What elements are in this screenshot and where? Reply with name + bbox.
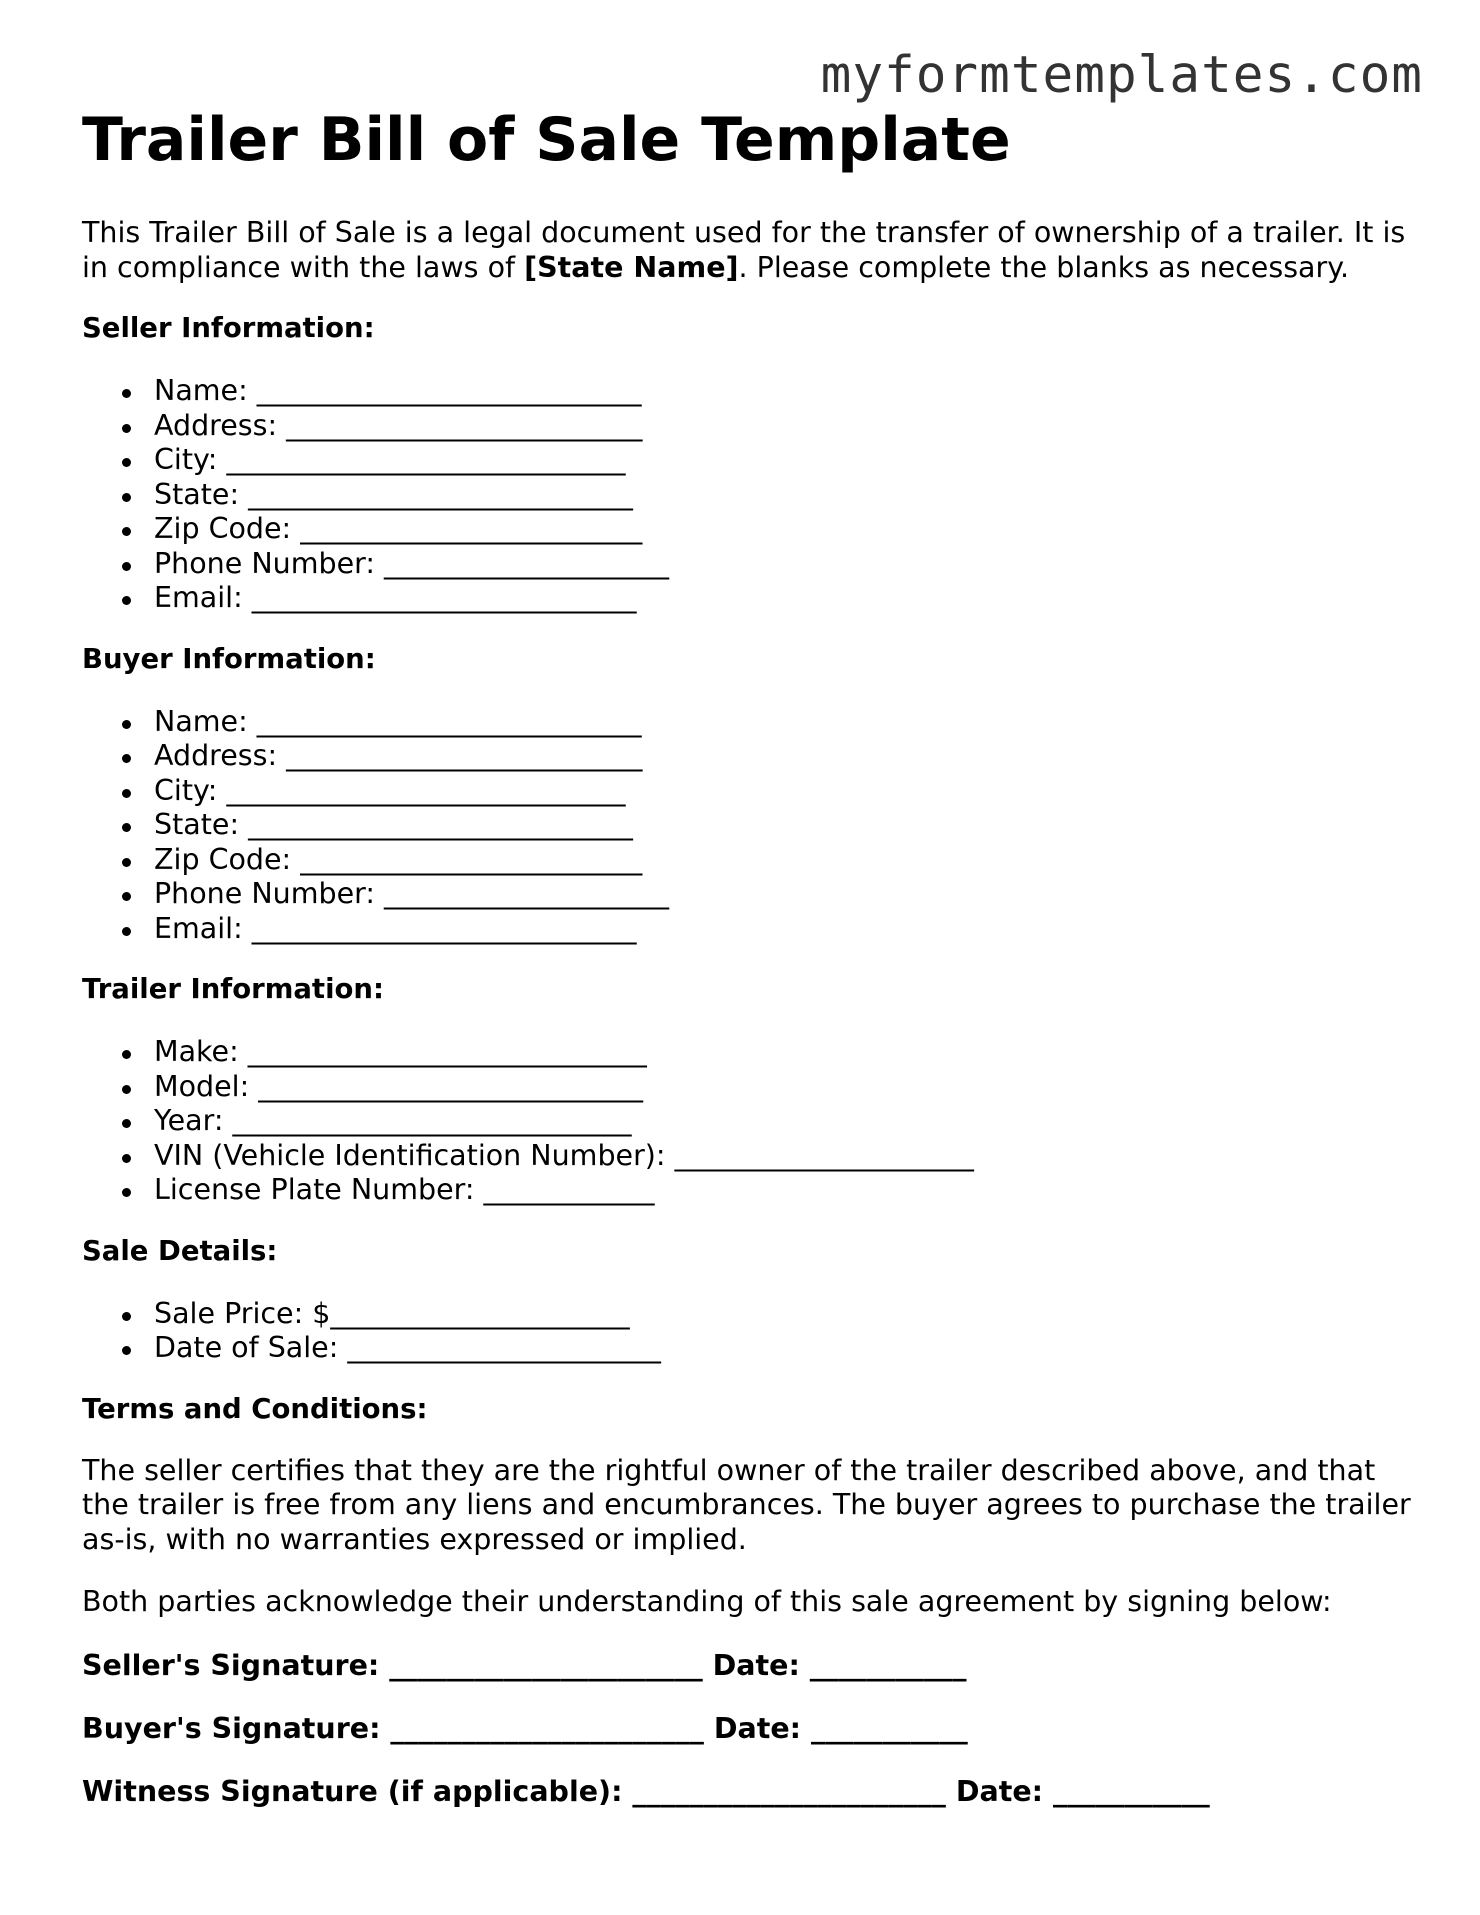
buyer-signature-line[interactable]: Buyer's Signature: ______________________ Date: ___________ xyxy=(82,1711,968,1745)
buyer-address-field[interactable]: Address: _________________________ xyxy=(122,739,1422,774)
bullet-icon xyxy=(122,858,131,867)
bullet-icon xyxy=(122,1346,131,1355)
intro-text-after: . Please complete the blanks as necessary. xyxy=(738,250,1350,284)
trailer-heading: Trailer Information: xyxy=(82,973,384,1005)
buyer-state-field[interactable]: State: ___________________________ xyxy=(122,808,1422,843)
intro-state-name: [State Name] xyxy=(524,250,739,284)
trailer-make-field[interactable]: Make: ____________________________ xyxy=(122,1035,1422,1070)
bullet-icon xyxy=(122,823,131,832)
seller-state-field[interactable]: State: ___________________________ xyxy=(122,478,1422,513)
seller-list xyxy=(82,374,1422,616)
bullet-icon xyxy=(122,789,131,798)
seller-address-field[interactable]: Address: _________________________ xyxy=(122,409,1422,444)
bullet-icon xyxy=(122,527,131,536)
sale-date-field[interactable]: Date of Sale: ______________________ xyxy=(122,1331,1422,1366)
intro-paragraph xyxy=(82,216,1422,285)
seller-city-field[interactable]: City: ____________________________ xyxy=(122,443,1422,478)
bullet-icon xyxy=(122,1085,131,1094)
bullet-icon xyxy=(122,720,131,729)
buyer-phone-field[interactable]: Phone Number: ____________________ xyxy=(122,877,1422,912)
bullet-icon xyxy=(122,458,131,467)
document-page xyxy=(82,100,1422,1809)
bullet-icon xyxy=(122,1119,131,1128)
sale-list xyxy=(82,1297,1422,1366)
seller-email-field[interactable]: Email: ___________________________ xyxy=(122,581,1422,616)
buyer-city-field[interactable]: City: ____________________________ xyxy=(122,774,1422,809)
bullet-icon xyxy=(122,596,131,605)
witness-signature-line[interactable]: Witness Signature (if applicable): ______________________ Date: ___________ xyxy=(82,1774,1210,1808)
trailer-list xyxy=(82,1035,1422,1208)
watermark: myformtemplates.com xyxy=(820,46,1423,105)
bullet-icon xyxy=(122,562,131,571)
bullet-icon xyxy=(122,1050,131,1059)
sale-price-field[interactable]: Sale Price: $_____________________ xyxy=(122,1297,1422,1332)
buyer-list xyxy=(82,705,1422,947)
trailer-model-field[interactable]: Model: ___________________________ xyxy=(122,1070,1422,1105)
terms-heading: Terms and Conditions: xyxy=(82,1392,428,1425)
bullet-icon xyxy=(122,493,131,502)
bullet-icon xyxy=(122,892,131,901)
seller-zip-field[interactable]: Zip Code: ________________________ xyxy=(122,512,1422,547)
buyer-name-field[interactable]: Name: ___________________________ xyxy=(122,705,1422,740)
buyer-heading: Buyer Information: xyxy=(82,642,376,675)
buyer-zip-field[interactable]: Zip Code: ________________________ xyxy=(122,843,1422,878)
trailer-license-plate-field[interactable]: License Plate Number: ____________ xyxy=(122,1173,1422,1208)
page-title: Trailer Bill of Sale Template xyxy=(82,105,1011,175)
bullet-icon xyxy=(122,389,131,398)
bullet-icon xyxy=(122,1312,131,1321)
buyer-email-field[interactable]: Email: ___________________________ xyxy=(122,912,1422,947)
terms-paragraph: The seller certifies that they are the rightful owner of the trailer described above, and that the trailer is free from any liens and encumbrances. The buyer agrees to purchase the trailer as-is, with no warranties expressed or implied. xyxy=(82,1453,1411,1556)
bullet-icon xyxy=(122,1154,131,1163)
bullet-icon xyxy=(122,1188,131,1197)
sale-heading: Sale Details: xyxy=(82,1234,278,1267)
bullet-icon xyxy=(122,927,131,936)
bullet-icon xyxy=(122,424,131,433)
seller-name-field[interactable]: Name: ___________________________ xyxy=(122,374,1422,409)
bullet-icon xyxy=(122,754,131,763)
seller-phone-field[interactable]: Phone Number: ____________________ xyxy=(122,547,1422,582)
intro-text-before: This Trailer Bill of Sale is a legal document used for the transfer of ownership of a trailer. It is in compliance with the laws of xyxy=(82,216,1406,284)
trailer-year-field[interactable]: Year: ____________________________ xyxy=(122,1104,1422,1139)
acknowledgement-paragraph: Both parties acknowledge their understanding of this sale agreement by signing below: xyxy=(82,1585,1332,1618)
seller-signature-line[interactable]: Seller's Signature: ______________________ Date: ___________ xyxy=(82,1648,967,1682)
trailer-vin-field[interactable]: VIN (Vehicle Identification Number): _____________________ xyxy=(122,1139,1422,1174)
seller-heading: Seller Information: xyxy=(82,312,375,344)
